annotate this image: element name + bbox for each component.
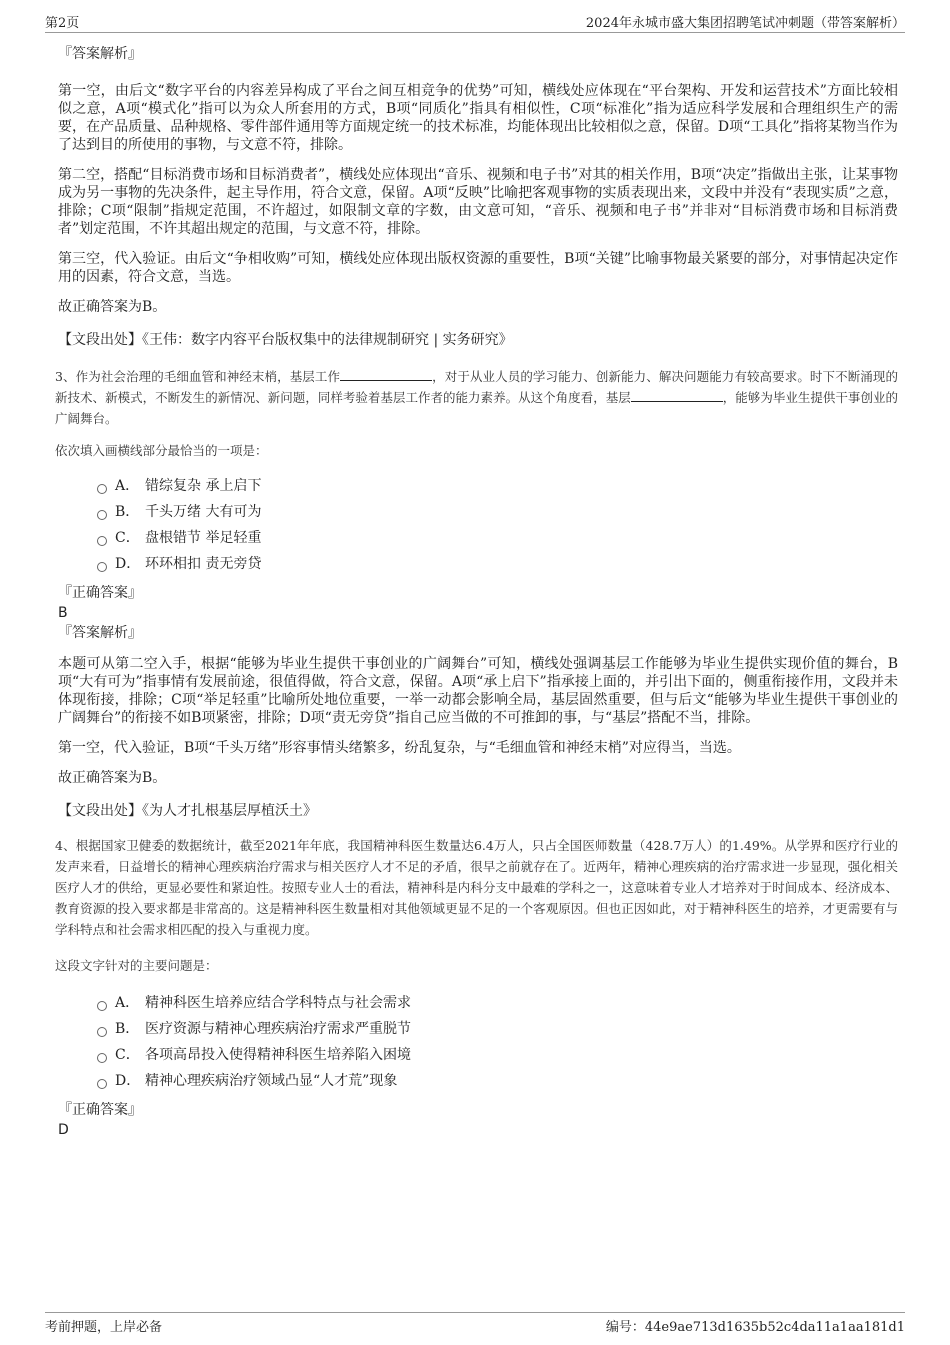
- option-b[interactable]: B． 医疗资源与精神心理疾病治疗需求严重脱节: [97, 1016, 898, 1042]
- analysis-paragraph: 第一空，由后文“数字平台的内容差异构成了平台之间互相竞争的优势”可知，横线处应体现在“平台架构、开发和运营技术”方面比较相似之意，A项“模式化”指可以为众人所套用的方式，B项“同质化”指具有相似性，C项“标准化”指为适应科学发展和合理组织生产的需要，在产品质量、品种规格、零件部件通用等方面规定统一的技术标准，均能体现出比较相似之意，保留。D项“工具化”指将某物当作为了达到目的所使用的事物，与文意不符，排除。: [58, 83, 898, 153]
- question-3-options: [97, 473, 898, 577]
- option-a[interactable]: A． 精神科医生培养应结合学科特点与社会需求: [97, 990, 898, 1016]
- option-c[interactable]: C． 盘根错节 举足轻重: [97, 525, 898, 551]
- source-citation: 【文段出处】《为人才扎根基层厚植沃土》: [58, 803, 317, 819]
- page-header: [45, 10, 905, 33]
- page-content: [55, 44, 898, 1140]
- document-id: 编号：44e9ae713d1635b52c4da11a1aa181d1: [605, 1320, 905, 1335]
- analysis-paragraph: 第三空，代入验证。由后文“争相收购”可知，横线处应体现出版权资源的重要性，B项“关键”比喻事物最关紧要的部分，对事情起决定作用的因素，符合文意，当选。: [58, 251, 898, 285]
- fill-blank: [631, 389, 723, 402]
- option-c[interactable]: C． 各项高昂投入使得精神科医生培养陷入困境: [97, 1042, 898, 1068]
- option-a[interactable]: A． 错综复杂 承上启下: [97, 473, 898, 499]
- radio-icon[interactable]: [97, 484, 107, 494]
- document-title: 2024年永城市盛大集团招聘笔试冲刺题（带答案解析）: [585, 16, 905, 31]
- analysis-paragraph: 本题可从第二空入手，根据“能够为毕业生提供干事创业的广阔舞台”可知，横线处强调基层工作能够为毕业生提供实现价值的舞台，B项“大有可为”指事情有发展前途，很值得做，符合文意，保留。A项“承上启下”指承接上面的，并引出下面的，侧重衔接作用，文段并未体现衔接，排除；C项“举足轻重”比喻所处地位重要，一举一动都会影响全局，基层固然重要，但与后文“能够为毕业生提供干事创业的广阔舞台”的衔接不如B项紧密，排除；D项“责无旁贷”指自己应当做的不可推卸的事，与“基层”搭配不当，排除。: [58, 656, 898, 726]
- footer-slogan: 考前押题，上岸必备: [45, 1320, 163, 1335]
- radio-icon[interactable]: [97, 562, 107, 572]
- correct-answer-label: 『正确答案』: [58, 585, 142, 601]
- correct-answer-value: D: [58, 1122, 69, 1138]
- radio-icon[interactable]: [97, 1001, 107, 1011]
- correct-answer-value: B: [58, 605, 68, 621]
- source-citation: 【文段出处】《王伟：数字内容平台版权集中的法律规制研究 | 实务研究》: [58, 332, 513, 348]
- option-d[interactable]: D． 精神心理疾病治疗领域凸显“人才荒”现象: [97, 1068, 898, 1094]
- analysis-label: 『答案解析』: [58, 625, 142, 641]
- question-4-prompt: 这段文字针对的主要问题是：: [55, 958, 218, 973]
- radio-icon[interactable]: [97, 1027, 107, 1037]
- option-d[interactable]: D． 环环相扣 责无旁贷: [97, 551, 898, 577]
- analysis-label: 『答案解析』: [58, 46, 142, 62]
- page-footer: [45, 1312, 905, 1335]
- fill-blank: [340, 368, 432, 381]
- radio-icon[interactable]: [97, 1053, 107, 1063]
- correct-answer-statement: 故正确答案为B。: [58, 770, 167, 786]
- correct-answer-statement: 故正确答案为B。: [58, 299, 167, 315]
- radio-icon[interactable]: [97, 1079, 107, 1089]
- radio-icon[interactable]: [97, 536, 107, 546]
- radio-icon[interactable]: [97, 510, 107, 520]
- correct-answer-label: 『正确答案』: [58, 1102, 142, 1118]
- analysis-paragraph: 第二空，搭配“目标消费市场和目标消费者”，横线处应体现出“音乐、视频和电子书”对其的相关作用，B项“决定”指做出主张，让某事物成为另一事物的先决条件，起主导作用，符合文意，保留。A项“反映”比喻把客观事物的实质表现出来，文段中并没有“表现实质”之意，排除；C项“限制”指规定范围，不许超过，如限制文章的字数，由文意可知，“音乐、视频和电子书”并非对“目标消费市场和目标消费者”划定范围，不许其超出规定的范围，与文意不符，排除。: [58, 167, 898, 237]
- question-3-prompt: 依次填入画横线部分最恰当的一项是：: [55, 443, 268, 458]
- option-b[interactable]: B． 千头万绪 大有可为: [97, 499, 898, 525]
- question-4-stem: 4、根据国家卫健委的数据统计，截至2021年年底，我国精神科医生数量达6.4万人，只占全国医师数量（428.7万人）的1.49%。从学界和医疗行业的发声来看，日益增长的精神心理疾病治疗需求与相关医疗人才不足的矛盾，很早之前就存在了。近两年，精神心理疾病的治疗需求进一步显现，强化相关医疗人才的供给，更显必要性和紧迫性。按照专业人士的看法，精神科是内科分支中最难的学科之一，这意味着专业人才培养对于时间成本、经济成本、教育资源的投入要求都是非常高的。这是精神科医生数量相对其他领域更显不足的一个客观原因。但也正因如此，对于精神科医生的培养，才更需要有与学科特点和社会需求相匹配的投入与重视力度。: [55, 838, 898, 937]
- question-4-options: [97, 990, 898, 1094]
- page-number: 第2页: [45, 16, 80, 31]
- analysis-paragraph: 第一空，代入验证，B项“千头万绪”形容事情头绪繁多，纷乱复杂，与“毛细血管和神经末梢”对应得当，当选。: [58, 740, 741, 756]
- question-3-stem: 3、作为社会治理的毛细血管和神经末梢，基层工作 ，对于从业人员的学习能力、创新能力、解决问题能力有较高要求。时下不断涌现的新技术、新模式，不断发生的新情况、新问题，同样考验着基层工作者的能力素养。从这个角度看，基层 ，能够为毕业生提供干事创业的广阔舞台。: [55, 369, 898, 426]
